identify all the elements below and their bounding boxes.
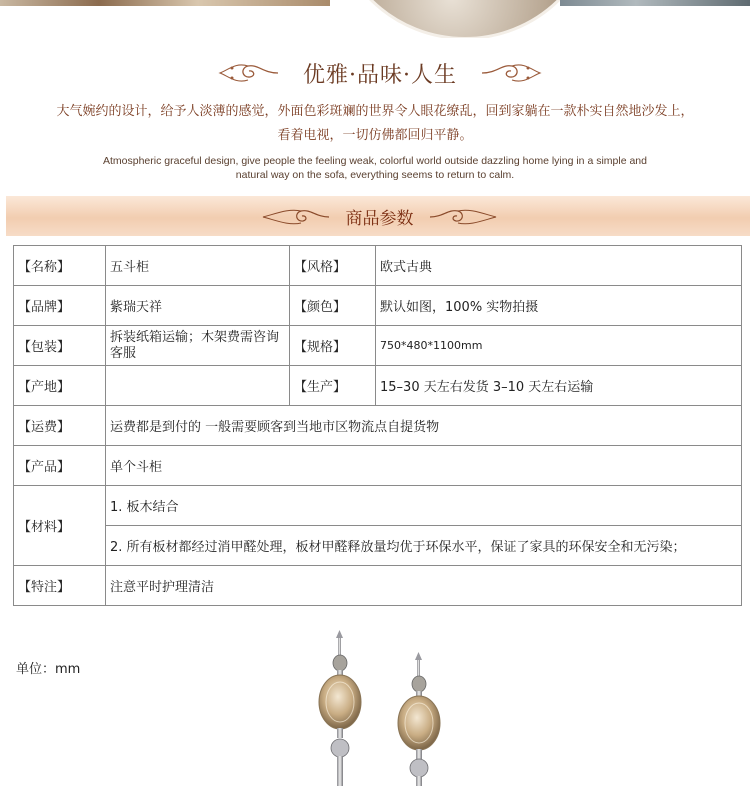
intro-en-line: natural way on the sofa, everything seems to return to calm.	[235, 169, 515, 181]
param-label: 【材料】	[14, 486, 106, 566]
intro-chinese	[20, 100, 730, 148]
param-value: 紫瑞天祥	[106, 286, 290, 326]
handle-right	[398, 652, 440, 786]
param-label: 【名称】	[14, 246, 106, 286]
top-photo-strip	[0, 0, 750, 38]
product-photo-right	[560, 0, 750, 6]
table-row	[14, 326, 742, 366]
flourish-ornament-icon	[218, 60, 280, 86]
param-label: 【风格】	[290, 246, 376, 286]
param-label: 【产品】	[14, 446, 106, 486]
handle-left	[319, 630, 361, 786]
flourish-ornament-icon	[428, 205, 498, 229]
param-value: 15–30 天左右发货 3–10 天左右运输	[376, 366, 742, 406]
crystal-handle-image	[300, 630, 460, 786]
table-row	[14, 486, 742, 526]
param-value: 五斗柜	[106, 246, 290, 286]
table-row	[14, 366, 742, 406]
unit-label: 单位：mm	[16, 662, 81, 677]
table-row	[14, 566, 742, 606]
flourish-ornament-icon	[261, 205, 331, 229]
param-value	[106, 366, 290, 406]
param-label: 【产地】	[14, 366, 106, 406]
intro-english	[60, 154, 690, 182]
param-label: 【颜色】	[290, 286, 376, 326]
table-row	[14, 526, 742, 566]
param-label: 【特注】	[14, 566, 106, 606]
param-label: 【规格】	[290, 326, 376, 366]
section-banner	[6, 196, 750, 236]
intro-en-line: Atmospheric graceful design, give people the feeling weak, colorful world outside dazzling home lying in a simple and	[103, 155, 647, 167]
param-label: 【包装】	[14, 326, 106, 366]
param-value: 1. 板木结合	[106, 486, 742, 526]
param-value: 750*480*1100mm	[376, 326, 742, 366]
param-label: 【生产】	[290, 366, 376, 406]
table-row	[14, 246, 742, 286]
flourish-ornament-icon	[480, 60, 542, 86]
table-row	[14, 446, 742, 486]
slogan-row	[0, 56, 750, 90]
product-photo-left	[0, 0, 330, 6]
table-row	[14, 406, 742, 446]
param-value: 单个斗柜	[106, 446, 742, 486]
param-value: 注意平时护理清洁	[106, 566, 742, 606]
param-value: 欧式古典	[376, 246, 742, 286]
param-label: 【运费】	[14, 406, 106, 446]
intro-cn-line: 大气婉约的设计，给予人淡薄的感觉，外面色彩斑斓的世界令人眼花缭乱，回到家躺在一款朴实自然地沙发上，	[56, 104, 694, 119]
param-label: 【品牌】	[14, 286, 106, 326]
param-value: 默认如图，100% 实物拍摄	[376, 286, 742, 326]
param-value: 拆装纸箱运输；木架费需咨询客服	[106, 326, 290, 366]
intro-cn-line: 看着电视，一切仿佛都回归平静。	[277, 128, 473, 143]
section-title: 商品参数	[345, 209, 414, 229]
product-params-table	[13, 245, 742, 606]
param-value: 运费都是到付的 一般需要顾客到当地市区物流点自提货物	[106, 406, 742, 446]
table-row	[14, 286, 742, 326]
slogan-title: 优雅·品味·人生	[303, 63, 457, 88]
param-value: 2. 所有板材都经过消甲醛处理，板材甲醛释放量均优于环保水平，保证了家具的环保安全和无污染；	[106, 526, 742, 566]
